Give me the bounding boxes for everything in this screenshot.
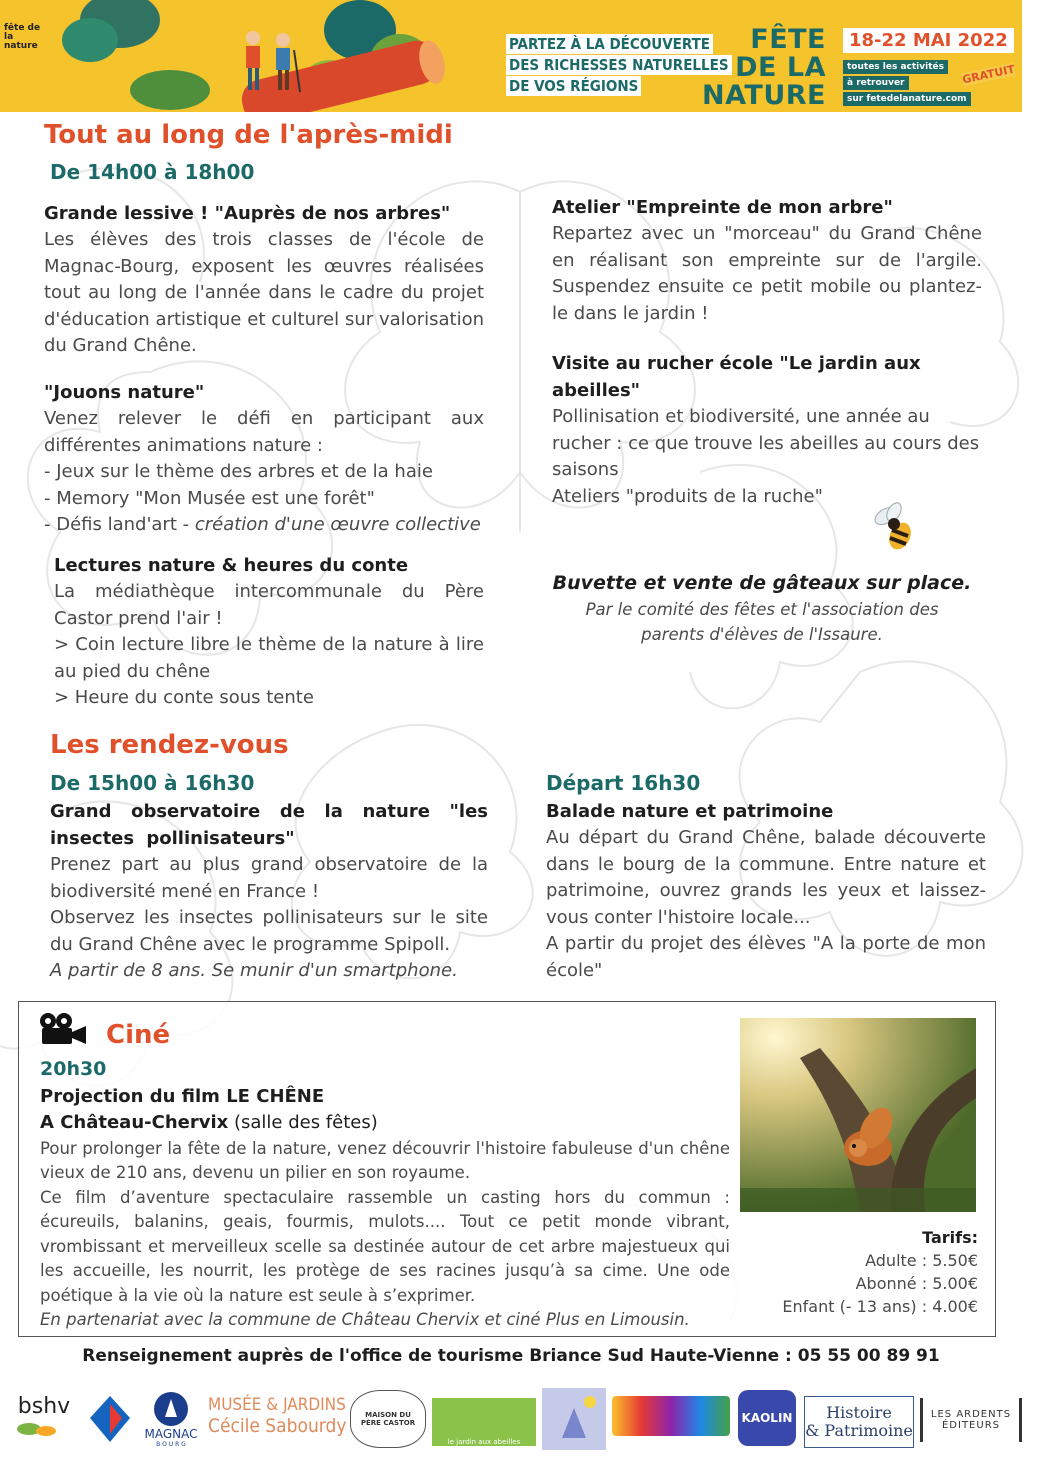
- bshv-leaves-icon: [14, 1419, 74, 1439]
- lessive-block: [44, 200, 484, 360]
- balade-text-1: Au départ du Grand Chêne, balade découverte dans le bourg de la commune. Entre nature et patrimoine, ouvrez grands les yeux et laissez-vous conter l'histoire locale...: [546, 827, 986, 928]
- region-logo: [88, 1394, 132, 1444]
- rucher-text-2: Ateliers "produits de la ruche": [552, 485, 823, 507]
- tagline-line: PARTEZ À LA DÉCOUVERTE: [506, 34, 713, 54]
- tarif-adult: Adulte : 5.50€: [865, 1251, 978, 1270]
- tarifs-title: Tarifs:: [922, 1228, 978, 1247]
- rucher-block: [552, 350, 982, 510]
- observatoire-text-1: Prenez part au plus grand observatoire de la biodiversité mené en France !: [50, 854, 488, 902]
- ardents-editeurs-logo: [920, 1398, 1022, 1442]
- afternoon-title: Tout au long de l'après-midi: [44, 120, 453, 150]
- film-camera-icon: [38, 1012, 88, 1046]
- list-item: - Memory "Mon Musée est une forêt": [44, 487, 375, 509]
- free-badge: GRATUIT: [961, 62, 1016, 87]
- info-line: toutes les activités: [843, 60, 948, 74]
- event-dates: 18-22 MAI 2022: [843, 28, 1014, 53]
- event-title-line: NATURE: [702, 80, 826, 111]
- list-item-prefix: - Défis land'art -: [44, 514, 195, 535]
- comite-des-fetes-logo: [542, 1388, 606, 1450]
- cine-details: [40, 1083, 730, 1333]
- jouons-heading: "Jouons nature": [44, 382, 205, 403]
- lessive-text: Les élèves des trois classes de l'école de Magnac-Bourg, exposent les œuvres réalisées tout au long de l'année dans le cadre du projet d'éducation artistique et culturel sur valorisation du Grand Chêne.: [44, 229, 484, 356]
- jardin-abeilles-text: le jardin aux abeilles: [447, 1438, 521, 1446]
- film-paragraph-1: Pour prolonger la fête de la nature, venez découvrir l'histoire fabuleuse d'un chêne vieux de 210 ans, devenu un pilier en son royaume.: [40, 1138, 730, 1182]
- bee-icon: [872, 500, 922, 556]
- lectures-block: [54, 552, 484, 712]
- lectures-heading: Lectures nature & heures du conte: [54, 555, 409, 576]
- cine-title: Ciné: [106, 1020, 171, 1050]
- info-line: à retrouver: [843, 76, 909, 90]
- afternoon-time: De 14h00 à 18h00: [50, 160, 255, 184]
- tarif-enfant: Enfant (- 13 ans) : 4.00€: [782, 1297, 978, 1316]
- rucher-heading: Visite au rucher école "Le jardin aux abeilles": [552, 353, 921, 401]
- observatoire-heading: Grand observatoire de la nature "les insectes pollinisateurs": [50, 801, 488, 849]
- tarifs: [782, 1226, 978, 1318]
- balade-block: [546, 798, 986, 984]
- observatoire-text-2: Observez les insectes pollinisateurs sur le site du Grand Chêne avec le programme Spipoll.: [50, 907, 488, 955]
- bshv-logo-text: bshv: [17, 1393, 71, 1419]
- buvette-text: Par le comité des fêtes et l'association des parents d'élèves de l'Issaure.: [585, 600, 939, 644]
- kaolin-logo-text: KAOLIN: [741, 1411, 793, 1425]
- histoire-logo-line-1: Histoire: [826, 1403, 892, 1422]
- observatoire-note: A partir de 8 ans. Se munir d'un smartphone.: [50, 960, 458, 981]
- rendezvous-title: Les rendez-vous: [50, 730, 289, 760]
- cine-time: 20h30: [40, 1058, 107, 1080]
- buvette-block: [552, 570, 972, 647]
- magnac-logo-text: MAGNAC: [144, 1426, 198, 1441]
- info-line: sur fetedelanature.com: [843, 92, 971, 106]
- jouons-text: Venez relever le défi en participant aux différentes animations nature :: [44, 408, 484, 456]
- musee-logo-line-2: Cécile Sabourdy: [208, 1415, 347, 1437]
- buvette-heading: Buvette et vente de gâteaux sur place.: [552, 572, 972, 594]
- magnac-bourg-logo: [136, 1384, 206, 1454]
- kaolin-logo: [738, 1390, 796, 1446]
- film-partner: En partenariat avec la commune de Château Chervix et ciné Plus en Limousin.: [40, 1310, 690, 1329]
- balade-heading: Balade nature et patrimoine: [546, 801, 834, 822]
- rendezvous-left-time: De 15h00 à 16h30: [50, 771, 255, 795]
- atelier-text: Repartez avec un "morceau" du Grand Chêne en réalisant son empreinte sur de l'argile. Suspendez ensuite ce petit mobile ou plantez-le dans le jardin !: [552, 223, 982, 324]
- list-item: - Jeux sur le thème des arbres et de la haie: [44, 461, 433, 482]
- film-title: Projection du film LE CHÊNE: [40, 1086, 325, 1107]
- lectures-text: La médiathèque intercommunale du Père Castor prend l'air !: [54, 581, 484, 629]
- bshv-logo: [6, 1384, 82, 1448]
- list-item: [44, 512, 484, 539]
- tarif-abonne: Abonné : 5.00€: [855, 1274, 978, 1293]
- rucher-text: Pollinisation et biodiversité, une année au rucher : ce que trouve les abeilles au cours des saisons: [552, 406, 980, 480]
- lectures-line-1: > Coin lecture libre le thème de la nature à lire au pied du chêne: [54, 634, 484, 682]
- logo-line-1: fête de la: [4, 23, 41, 42]
- event-title-line: DE LA: [735, 52, 826, 83]
- squirrel-photo: [740, 1018, 976, 1212]
- lectures-line-2: > Heure du conte sous tente: [54, 687, 314, 708]
- pere-castor-logo: [350, 1390, 426, 1448]
- magnac-emblem-icon: [153, 1391, 189, 1427]
- musee-logo-line-1: MUSÉE & JARDINS: [208, 1395, 346, 1415]
- film-place: [40, 1110, 730, 1137]
- atelier-heading: Atelier "Empreinte de mon arbre": [552, 197, 893, 218]
- jouons-block: [44, 379, 484, 539]
- logo-line-2: nature: [4, 41, 38, 51]
- event-title-line: FÊTE: [750, 24, 826, 55]
- histoire-patrimoine-logo: [804, 1396, 914, 1448]
- place-name: A Château-Chervix: [40, 1112, 229, 1133]
- balade-text-2: A partir du projet des élèves "A la porte de mon école": [546, 933, 986, 981]
- partner-logos: [0, 1384, 1042, 1464]
- film-paragraph-2: Ce film d’aventure spectaculaire rassemble un casting hors du commun : écureuils, balanins, geais, fourmis, mulots.... Tout ce petit monde vibrant, vrombissant et merveilleux scelle sa destinée autour de cet arbre majestueux qui les accueille, les nourrit, les protège de ses racines jusqu’à sa cime. Une ode poétique à la vie où la nature est seule à s’exprimer.: [40, 1187, 730, 1305]
- ardents-logo-line-1: LES ARDENTS: [930, 1409, 1012, 1420]
- magnac-logo-subtext: B O U R G: [156, 1440, 186, 1448]
- place-detail: (salle des fêtes): [228, 1112, 378, 1133]
- histoire-logo-line-2: & Patrimoine: [805, 1421, 913, 1440]
- pere-castor-line-1: MAISON DU: [365, 1411, 411, 1419]
- jardin-abeilles-logo: [432, 1398, 536, 1446]
- atelier-block: [552, 194, 982, 327]
- lessive-heading: Grande lessive ! "Auprès de nos arbres": [44, 203, 451, 224]
- tagline-line: DES RICHESSES NATURELLES: [506, 55, 732, 75]
- pere-castor-line-2: PÈRE CASTOR: [360, 1419, 416, 1427]
- observatoire-block: [50, 798, 488, 985]
- tagline-line: DE VOS RÉGIONS: [506, 76, 641, 96]
- list-item-italic: création d'une œuvre collective: [194, 514, 481, 535]
- ardents-logo-line-2: ÉDITEURS: [941, 1420, 1000, 1431]
- musee-logo: [208, 1384, 348, 1448]
- jouons-list: [44, 459, 484, 539]
- parents-association-logo: [612, 1396, 730, 1436]
- rendezvous-right-time: Départ 16h30: [546, 771, 701, 795]
- tourism-office-info: Renseignement auprès de l'office de tourisme Briance Sud Haute-Vienne : 05 55 00 89 91: [82, 1346, 940, 1366]
